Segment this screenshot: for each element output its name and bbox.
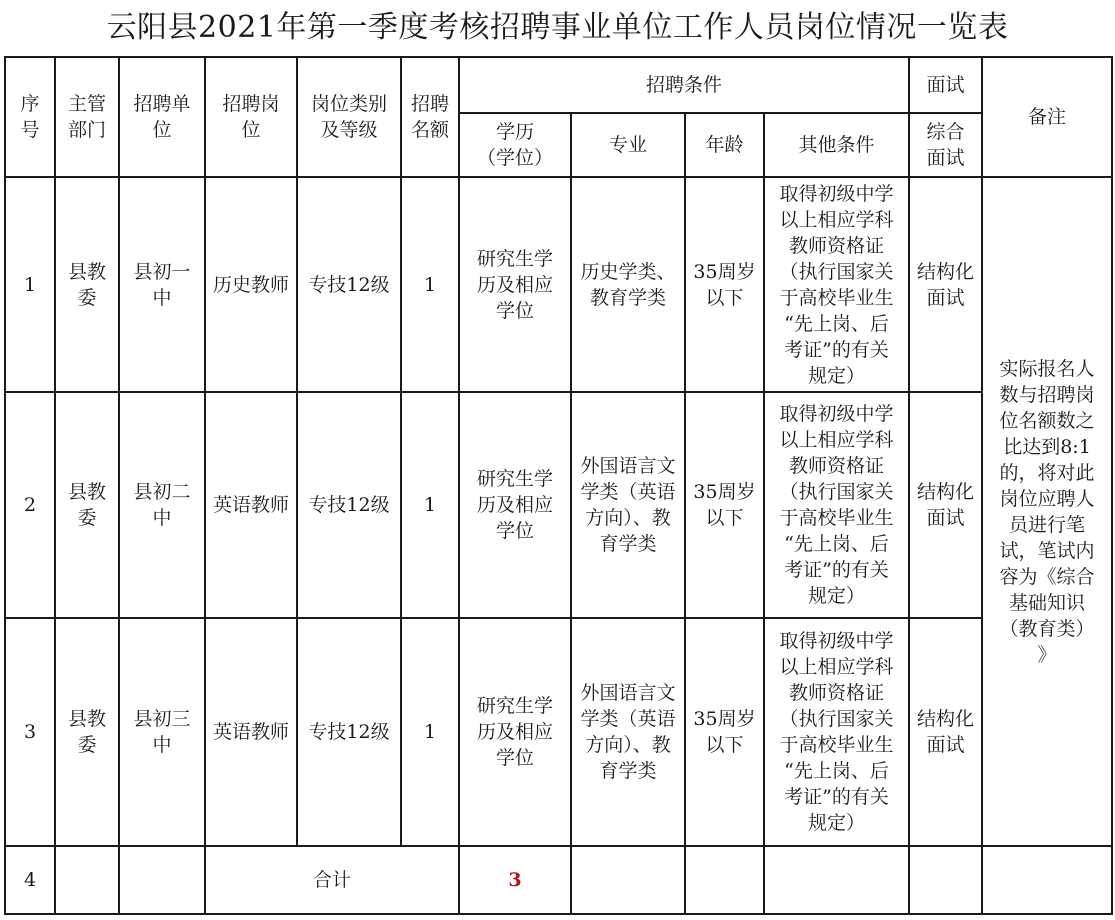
cell-quota: 1 [401, 618, 459, 846]
cell-unit: 县初一 中 [119, 177, 205, 392]
cell-interview: 结构化 面试 [909, 618, 982, 846]
cell-interview: 结构化 面试 [909, 392, 982, 618]
cell-education: 研究生学 历及相应 学位 [459, 177, 571, 392]
header-education: 学历 （学位） [459, 113, 571, 177]
cell-major: 历史学类、 教育学类 [571, 177, 685, 392]
header-dept: 主管 部门 [55, 57, 119, 177]
cell-age: 35周岁 以下 [685, 618, 764, 846]
cell-post: 历史教师 [205, 177, 297, 392]
cell-education: 研究生学 历及相应 学位 [459, 392, 571, 618]
header-post: 招聘岗 位 [205, 57, 297, 177]
table-row [5, 618, 1112, 846]
total-label: 合计 [205, 846, 459, 914]
cell-remark [982, 177, 1112, 846]
total-empty-cell [685, 846, 764, 914]
cell-quota: 1 [401, 177, 459, 392]
cell-unit: 县初二 中 [119, 392, 205, 618]
cell-other: 取得初级中学 以上相应学科 教师资格证 （执行国家关 于高校毕业生 “先上岗、后 考证”的有关 规定） [764, 177, 909, 392]
total-empty-cell [119, 846, 205, 914]
total-empty-cell [982, 846, 1112, 914]
header-remark: 备注 [982, 57, 1112, 177]
total-empty-cell [55, 846, 119, 914]
cell-age: 35周岁 以下 [685, 177, 764, 392]
cell-major: 外国语言文 学类（英语 方向）、教 育学类 [571, 392, 685, 618]
header-quota: 招聘 名额 [401, 57, 459, 177]
header-major: 专业 [571, 113, 685, 177]
header-interview: 面试 [909, 57, 982, 113]
cell-seq: 3 [5, 618, 55, 846]
cell-seq: 1 [5, 177, 55, 392]
table-row [5, 392, 1112, 618]
remark-text: 实际报名人 数与招聘岗 位名额数之 比达到8:1 的，将对此 岗位应聘人 员进行笔 试，笔试内 容为《综合 基础知识 （教育类） 》 [999, 357, 1095, 666]
header-conditions: 招聘条件 [459, 57, 909, 113]
cell-category: 专技12级 [297, 618, 401, 846]
header-seq: 序 号 [5, 57, 55, 177]
header-category: 岗位类别 及等级 [297, 57, 401, 177]
cell-seq: 2 [5, 392, 55, 618]
total-row [5, 846, 1112, 914]
cell-major: 外国语言文 学类（英语 方向）、教 育学类 [571, 618, 685, 846]
header-other: 其他条件 [764, 113, 909, 177]
total-seq: 4 [5, 846, 55, 914]
total-count: 3 [459, 846, 571, 914]
table-row [5, 177, 1112, 392]
cell-other: 取得初级中学 以上相应学科 教师资格证 （执行国家关 于高校毕业生 “先上岗、后 考证”的有关 规定） [764, 618, 909, 846]
cell-post: 英语教师 [205, 392, 297, 618]
total-empty-cell [764, 846, 909, 914]
cell-category: 专技12级 [297, 177, 401, 392]
header-age: 年龄 [685, 113, 764, 177]
cell-category: 专技12级 [297, 392, 401, 618]
total-empty-cell [909, 846, 982, 914]
page-title: 云阳县2021年第一季度考核招聘事业单位工作人员岗位情况一览表 [106, 10, 1009, 45]
cell-dept: 县教 委 [55, 177, 119, 392]
cell-quota: 1 [401, 392, 459, 618]
cell-unit: 县初三 中 [119, 618, 205, 846]
total-empty-cell [571, 846, 685, 914]
header-interview-type: 综合 面试 [909, 113, 982, 177]
cell-post: 英语教师 [205, 618, 297, 846]
header-row-1 [5, 57, 1112, 113]
cell-interview: 结构化 面试 [909, 177, 982, 392]
cell-dept: 县教 委 [55, 392, 119, 618]
recruitment-table [4, 56, 1113, 915]
cell-dept: 县教 委 [55, 618, 119, 846]
header-unit: 招聘单 位 [119, 57, 205, 177]
cell-education: 研究生学 历及相应 学位 [459, 618, 571, 846]
cell-other: 取得初级中学 以上相应学科 教师资格证 （执行国家关 于高校毕业生 “先上岗、后 考证”的有关 规定） [764, 392, 909, 618]
cell-age: 35周岁 以下 [685, 392, 764, 618]
